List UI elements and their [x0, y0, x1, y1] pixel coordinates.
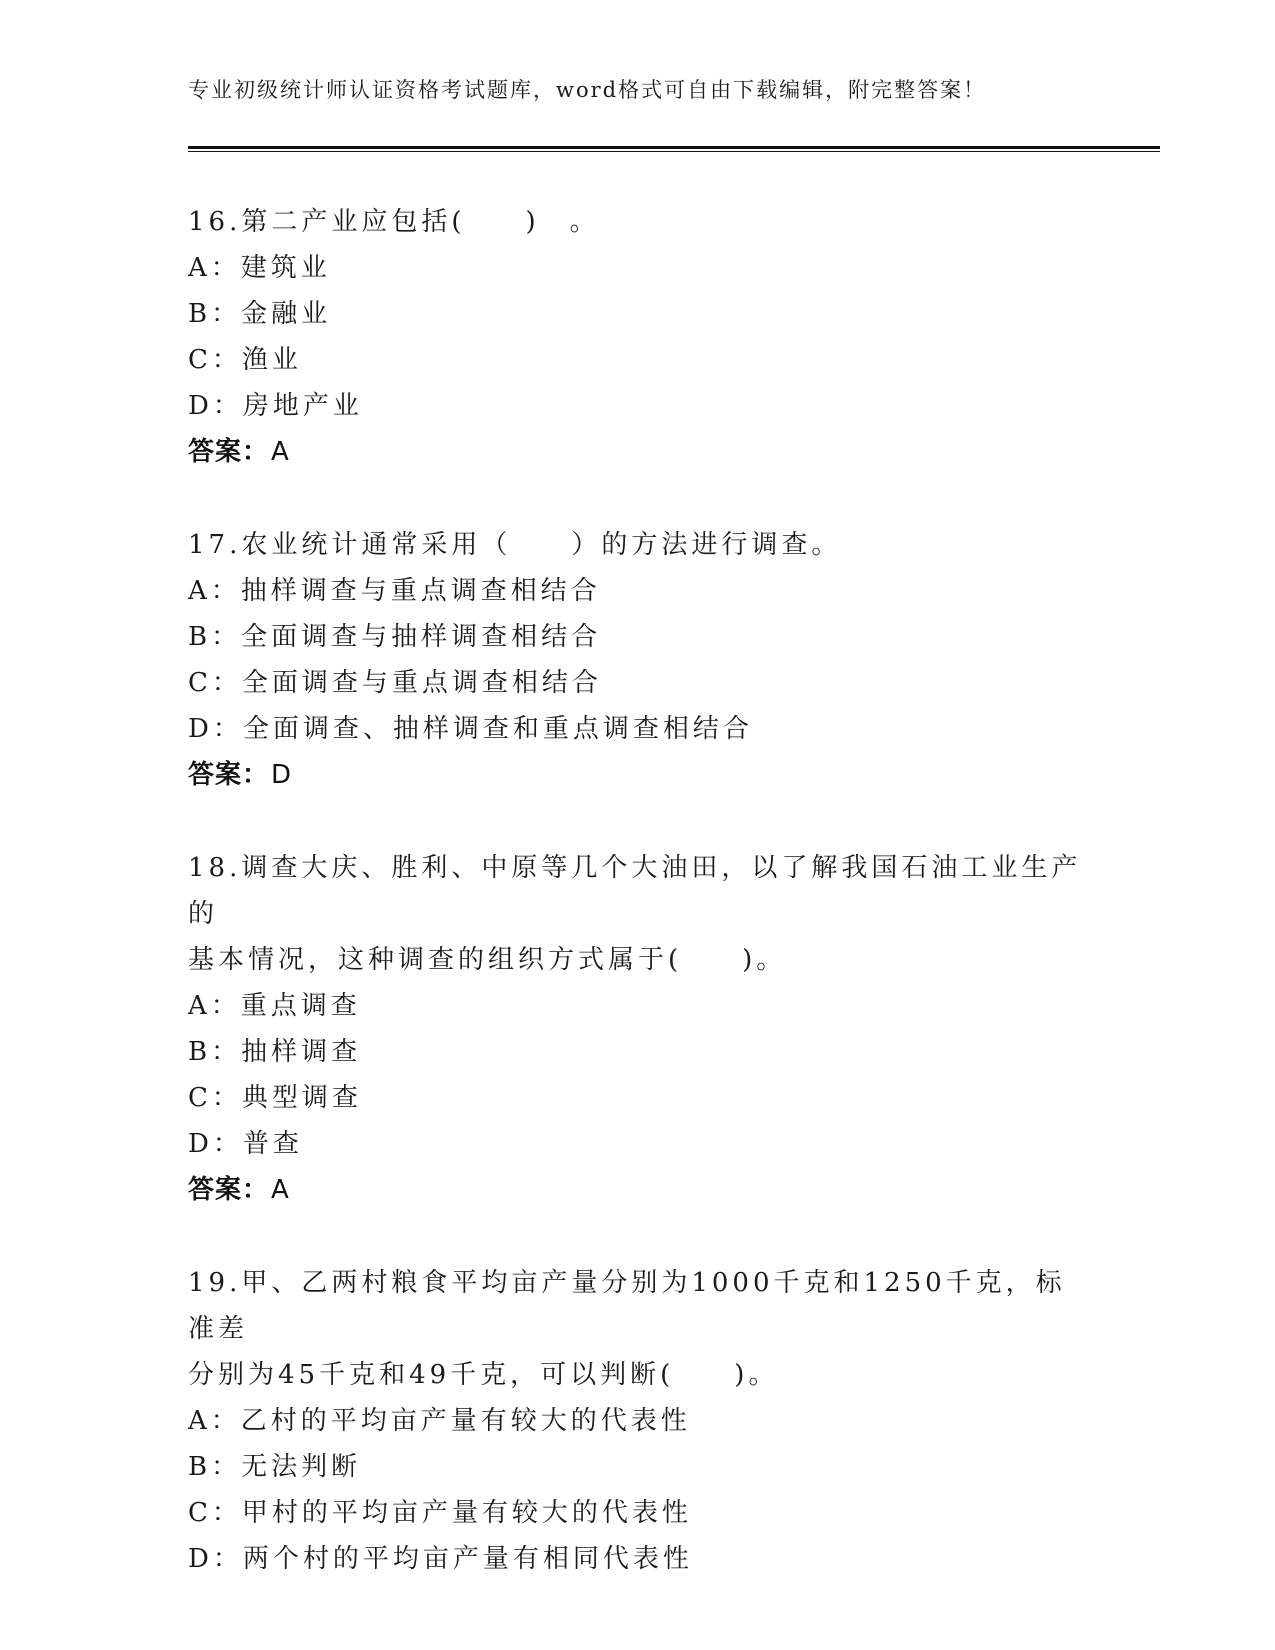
question-stem-line-1: 18.调查大庆、胜利、中原等几个大油田，以了解我国石油工业生产的 — [188, 853, 1082, 929]
option-b: B：无法判断 — [188, 1452, 362, 1482]
option-c: C：全面调查与重点调查相结合 — [188, 668, 602, 698]
option-a: A：建筑业 — [188, 253, 331, 283]
answer-label: 答案： — [188, 1175, 270, 1205]
question-stem: 16.第二产业应包括( ) 。 — [188, 207, 600, 237]
option-c: C：典型调查 — [188, 1083, 362, 1113]
header-divider-thin — [188, 151, 1160, 152]
question-16 — [188, 199, 1088, 475]
option-c: C：渔业 — [188, 345, 302, 375]
question-19 — [188, 1260, 1088, 1582]
question-stem: 17.农业统计通常采用（ ）的方法进行调查。 — [188, 530, 842, 560]
question-list — [188, 199, 1088, 1629]
answer-label: 答案： — [188, 437, 270, 467]
option-b: B：全面调查与抽样调查相结合 — [188, 622, 602, 652]
page-header: 专业初级统计师认证资格考试题库，word格式可自由下载编辑，附完整答案！ — [188, 78, 987, 102]
answer-value: A — [271, 1175, 290, 1205]
option-b: B：抽样调查 — [188, 1037, 362, 1067]
answer-line — [188, 752, 1088, 798]
option-d: D：房地产业 — [188, 391, 363, 421]
option-c: C：甲村的平均亩产量有较大的代表性 — [188, 1498, 692, 1528]
question-18 — [188, 845, 1088, 1213]
header-divider-thick — [188, 146, 1160, 149]
option-d: D：全面调查、抽样调查和重点调查相结合 — [188, 714, 753, 744]
answer-label: 答案： — [188, 760, 270, 790]
question-stem-line-2: 基本情况，这种调查的组织方式属于( )。 — [188, 945, 787, 975]
option-d: D：两个村的平均亩产量有相同代表性 — [188, 1544, 693, 1574]
answer-line — [188, 1167, 1088, 1213]
answer-value: D — [271, 760, 293, 790]
answer-value: A — [271, 437, 290, 467]
question-stem-line-1: 19.甲、乙两村粮食平均亩产量分别为1000千克和1250千克，标准差 — [188, 1268, 1066, 1344]
option-a: A：抽样调查与重点调查相结合 — [188, 576, 601, 606]
option-a: A：重点调查 — [188, 991, 361, 1021]
option-a: A：乙村的平均亩产量有较大的代表性 — [188, 1406, 691, 1436]
answer-line — [188, 429, 1088, 475]
question-17 — [188, 522, 1088, 798]
option-b: B：金融业 — [188, 299, 332, 329]
question-stem-line-2: 分别为45千克和49千克，可以判断( )。 — [188, 1360, 779, 1390]
option-d: D：普查 — [188, 1129, 303, 1159]
